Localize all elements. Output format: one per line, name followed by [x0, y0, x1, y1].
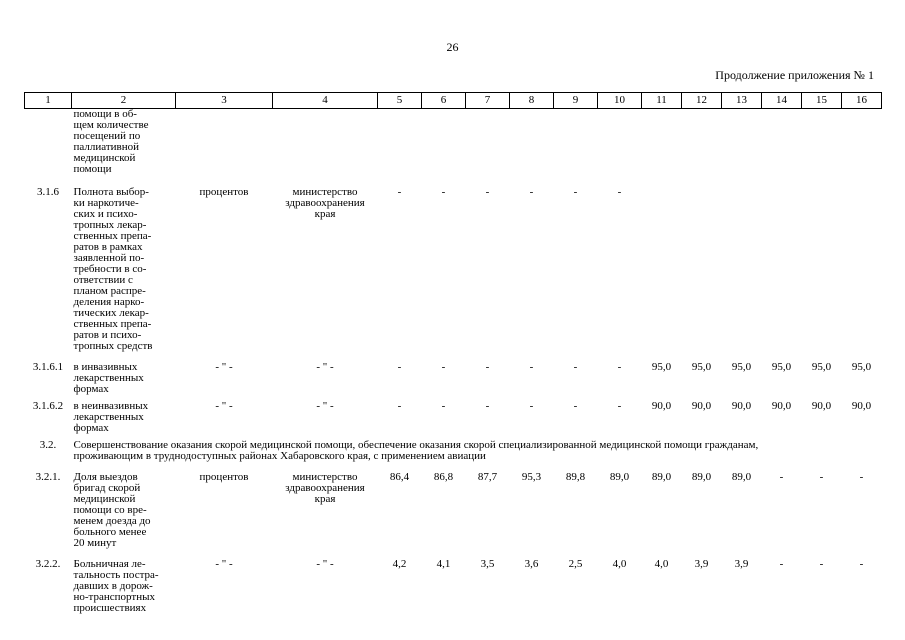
value-cell — [802, 109, 842, 176]
indicator-name — [72, 187, 176, 352]
header-cell-12: 12 — [682, 93, 722, 109]
value-cell: - — [441, 361, 446, 373]
value-cell: 89,0 — [731, 471, 752, 483]
header-cell-5: 5 — [378, 93, 422, 109]
section-title-line: Совершенствование оказания скорой медицинской помощи, обеспечение оказания скорой специализированной медицинской помощи гражданам, — [73, 439, 759, 451]
value-cell: 90,0 — [731, 400, 752, 412]
value-cell — [682, 187, 722, 352]
value-cell: - — [529, 361, 534, 373]
value-cell — [722, 109, 762, 176]
unit-cell: - " - — [215, 361, 233, 373]
value-cell: 95,0 — [771, 361, 792, 373]
executor-cell — [273, 187, 378, 352]
executor-cell — [273, 362, 378, 395]
indicator-name — [72, 472, 176, 549]
indicator-name-line: помощи — [73, 163, 112, 175]
table-row — [25, 559, 882, 614]
indicator-name — [72, 559, 176, 614]
row-number: 3.1.6.2 — [32, 400, 64, 412]
indicator-name — [72, 401, 176, 434]
executor-line: министерство — [292, 471, 358, 483]
value-cell: 86,4 — [389, 471, 410, 483]
row-spacer — [25, 462, 882, 472]
indicator-name-line: лекарственных — [73, 372, 144, 384]
value-cell: - — [617, 186, 622, 198]
value-cell: 95,0 — [851, 361, 872, 373]
indicator-name-line: медицинской — [73, 493, 136, 505]
indicators-table — [24, 92, 882, 614]
executor-line: здравоохранения — [285, 482, 365, 494]
unit-cell: - " - — [215, 400, 233, 412]
indicator-name-line: происшествиях — [73, 602, 147, 614]
unit-cell: процентов — [199, 471, 249, 483]
value-cell — [422, 109, 466, 176]
indicator-name-line: посещений по — [73, 130, 141, 142]
value-cell: 87,7 — [477, 471, 498, 483]
indicator-name-line: паллиативной — [73, 141, 139, 153]
indicator-name-line: бригад скорой — [73, 482, 141, 494]
value-cell — [642, 187, 682, 352]
table-row — [25, 187, 882, 352]
value-cell — [762, 109, 802, 176]
indicator-name-line: но-транспортных — [73, 591, 155, 603]
indicator-name-line: ки наркотиче- — [73, 197, 139, 209]
indicator-name-line: Больничная ле- — [73, 558, 146, 570]
header-row — [25, 93, 882, 109]
header-cell-10: 10 — [598, 93, 642, 109]
value-cell: 3,5 — [480, 558, 495, 570]
value-cell: - — [573, 361, 578, 373]
value-cell: - — [573, 186, 578, 198]
value-cell: - — [441, 400, 446, 412]
value-cell: 95,0 — [811, 361, 832, 373]
header-cell-2: 2 — [72, 93, 176, 109]
value-cell: 3,9 — [734, 558, 749, 570]
value-cell: - — [819, 471, 824, 483]
row-spacer — [25, 352, 882, 362]
executor-cell — [273, 472, 378, 549]
indicator-name-line: планом распре- — [73, 285, 146, 297]
indicator-name-line: тических лекар- — [73, 307, 149, 319]
row-number: 3.1.6 — [37, 186, 59, 198]
row-number: 3.2. — [39, 439, 57, 451]
executor-cell — [273, 401, 378, 434]
indicator-name-line: ратов в рамках — [73, 241, 143, 253]
table-row — [25, 362, 882, 395]
unit-cell — [176, 109, 273, 176]
value-cell: - — [441, 186, 446, 198]
indicator-name-line: ратов и психо- — [73, 329, 142, 341]
header-cell-1: 1 — [25, 93, 72, 109]
value-cell — [642, 109, 682, 176]
executor-line: - " - — [316, 361, 334, 373]
header-cell-4: 4 — [273, 93, 378, 109]
value-cell: - — [779, 558, 784, 570]
row-number — [25, 109, 72, 176]
executor-line: здравоохранения — [285, 197, 365, 209]
indicator-name-line: медицинской — [73, 152, 136, 164]
indicator-name-line: в инвазивных — [73, 361, 138, 373]
spacer-cell — [25, 175, 882, 187]
value-cell: 95,0 — [731, 361, 752, 373]
value-cell: - — [485, 400, 490, 412]
indicator-name-line: Полнота выбор- — [73, 186, 149, 198]
value-cell: 95,0 — [651, 361, 672, 373]
value-cell: 95,0 — [691, 361, 712, 373]
header-cell-9: 9 — [554, 93, 598, 109]
value-cell: - — [529, 186, 534, 198]
indicator-name-line: лекарственных — [73, 411, 144, 423]
value-cell: 3,9 — [694, 558, 709, 570]
unit-cell: процентов — [199, 186, 249, 198]
header-cell-7: 7 — [466, 93, 510, 109]
executor-cell — [273, 559, 378, 614]
value-cell: 4,1 — [436, 558, 451, 570]
value-cell: - — [617, 400, 622, 412]
value-cell: - — [397, 400, 402, 412]
indicator-name-line: помощи со вре- — [73, 504, 147, 516]
value-cell: 89,8 — [565, 471, 586, 483]
value-cell: 89,0 — [609, 471, 630, 483]
row-spacer — [25, 175, 882, 187]
value-cell: 90,0 — [691, 400, 712, 412]
indicator-name-line: формах — [73, 383, 109, 395]
row-spacer — [25, 549, 882, 559]
executor-line: - " - — [316, 558, 334, 570]
indicator-name-line: в неинвазивных — [73, 400, 149, 412]
header-cell-14: 14 — [762, 93, 802, 109]
value-cell — [598, 109, 642, 176]
value-cell — [722, 187, 762, 352]
executor-cell — [273, 109, 378, 176]
indicator-name-line: менем доезда до — [73, 515, 151, 527]
value-cell: 89,0 — [651, 471, 672, 483]
value-cell: - — [779, 471, 784, 483]
indicator-name-line: давших в дорож- — [73, 580, 153, 592]
value-cell: 4,0 — [654, 558, 669, 570]
header-cell-11: 11 — [642, 93, 682, 109]
indicator-name-line: тропных средств — [73, 340, 153, 352]
indicator-name-line: тропных лекар- — [73, 219, 147, 231]
indicator-name-line: больного менее — [73, 526, 147, 538]
value-cell: 4,2 — [392, 558, 407, 570]
value-cell: - — [397, 361, 402, 373]
section-row — [25, 440, 882, 462]
value-cell — [466, 109, 510, 176]
value-cell — [762, 187, 802, 352]
table-row — [25, 472, 882, 549]
indicator-name-line: ских и психо- — [73, 208, 138, 220]
header-cell-15: 15 — [802, 93, 842, 109]
value-cell: 90,0 — [811, 400, 832, 412]
executor-line: - " - — [316, 400, 334, 412]
continuation-title: Продолжение приложения № 1 — [715, 68, 874, 82]
page-number: 26 — [446, 40, 459, 54]
value-cell: - — [397, 186, 402, 198]
header-cell-3: 3 — [176, 93, 273, 109]
row-number: 3.1.6.1 — [32, 361, 64, 373]
spacer-cell — [25, 352, 882, 362]
value-cell — [842, 109, 882, 176]
executor-line: края — [314, 208, 336, 220]
indicator-name-line: ственных препа- — [73, 230, 152, 242]
section-title-line: проживающим в труднодоступных районах Хабаровского края, с применением авиации — [73, 450, 486, 462]
value-cell — [378, 109, 422, 176]
indicator-name-line: щем количестве — [73, 119, 149, 131]
indicator-name-line: тальность постра- — [73, 569, 159, 581]
value-cell: 86,8 — [433, 471, 454, 483]
indicator-name-line: деления нарко- — [73, 296, 145, 308]
header-cell-13: 13 — [722, 93, 762, 109]
value-cell — [802, 187, 842, 352]
value-cell: 2,5 — [568, 558, 583, 570]
executor-line: края — [314, 493, 336, 505]
executor-line: министерство — [292, 186, 358, 198]
spacer-cell — [25, 549, 882, 559]
indicator-name-line: Доля выездов — [73, 471, 138, 483]
indicator-name — [72, 109, 176, 176]
value-cell: 3,6 — [524, 558, 539, 570]
indicator-name-line: формах — [73, 422, 109, 434]
row-number: 3.2.2. — [35, 558, 61, 570]
value-cell — [554, 109, 598, 176]
value-cell: 89,0 — [691, 471, 712, 483]
value-cell: - — [859, 471, 864, 483]
value-cell: - — [617, 361, 622, 373]
indicator-name-line: помощи в об- — [73, 108, 137, 120]
value-cell: - — [819, 558, 824, 570]
value-cell: 90,0 — [771, 400, 792, 412]
section-title — [72, 440, 882, 462]
value-cell — [682, 109, 722, 176]
value-cell: - — [573, 400, 578, 412]
indicator-name-line: заявленной по- — [73, 252, 145, 264]
value-cell — [510, 109, 554, 176]
table-row — [25, 109, 882, 176]
indicator-name-line: ответствии с — [73, 274, 133, 286]
value-cell — [842, 187, 882, 352]
table-row — [25, 401, 882, 434]
value-cell: - — [485, 361, 490, 373]
indicator-name-line: требности в со- — [73, 263, 147, 275]
value-cell: - — [485, 186, 490, 198]
spacer-cell — [25, 462, 882, 472]
value-cell: 90,0 — [651, 400, 672, 412]
header-cell-16: 16 — [842, 93, 882, 109]
indicator-name-line: ственных препа- — [73, 318, 152, 330]
unit-cell: - " - — [215, 558, 233, 570]
header-cell-8: 8 — [510, 93, 554, 109]
value-cell: - — [859, 558, 864, 570]
value-cell: 4,0 — [612, 558, 627, 570]
indicator-name-line: 20 минут — [73, 537, 117, 549]
header-cell-6: 6 — [422, 93, 466, 109]
row-number: 3.2.1. — [35, 471, 61, 483]
indicator-name — [72, 362, 176, 395]
value-cell: - — [529, 400, 534, 412]
value-cell: 95,3 — [521, 471, 542, 483]
value-cell: 90,0 — [851, 400, 872, 412]
